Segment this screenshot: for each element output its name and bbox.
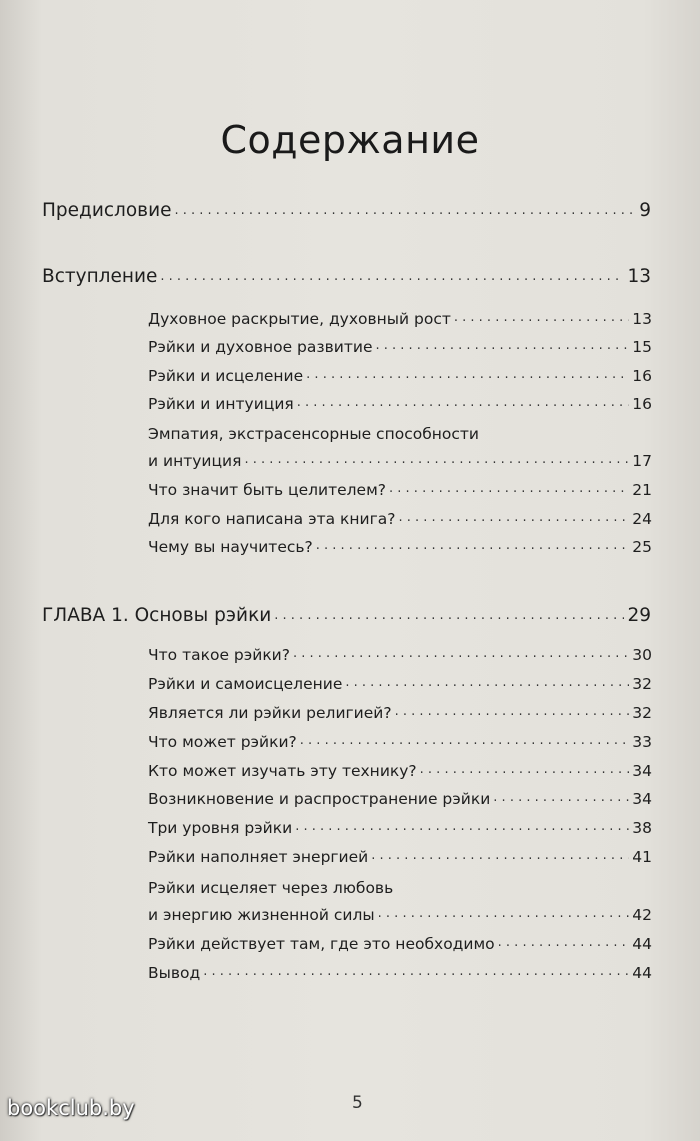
toc-subentry[interactable] — [148, 762, 652, 780]
toc-entry-label: Вступление — [42, 266, 158, 287]
toc-entry-label: Чему вы научитесь? — [148, 538, 313, 556]
toc-entry-label: Для кого написана эта книга? — [148, 510, 396, 528]
dot-leader — [306, 368, 629, 385]
dot-leader — [174, 204, 636, 221]
dot-leader — [375, 339, 629, 356]
toc-entry-page: 25 — [632, 538, 652, 556]
toc-entry-page: 34 — [632, 762, 652, 780]
toc-entry-page: 9 — [639, 200, 651, 221]
dot-leader — [203, 965, 629, 982]
toc-entry-page: 44 — [632, 964, 652, 982]
toc-entry-page: 16 — [632, 367, 652, 385]
toc-entry-label: Что значит быть целителем? — [148, 481, 387, 499]
toc-entry-page: 15 — [632, 338, 652, 356]
toc-entry-page: 29 — [627, 605, 651, 626]
dot-leader — [371, 849, 629, 866]
toc-entry-label: Вывод — [148, 964, 201, 982]
toc-subentry[interactable] — [148, 790, 652, 808]
dot-leader — [316, 539, 630, 556]
toc-entry-page: 16 — [632, 395, 652, 413]
toc-subentry-line1: Рэйки исцеляет через любовь — [148, 879, 394, 897]
dot-leader — [274, 609, 624, 626]
toc-entry-label: Духовное раскрытие, духовный рост — [148, 310, 451, 328]
toc-subentry-line1: Эмпатия, экстрасенсорные способности — [148, 425, 480, 443]
dot-leader — [300, 734, 629, 751]
toc-subentry[interactable] — [148, 452, 652, 470]
toc-entry-page: 21 — [632, 481, 652, 499]
toc-entry-label: Кто может изучать эту технику? — [148, 762, 417, 780]
toc-entry-page: 32 — [632, 704, 652, 722]
toc-subentry[interactable] — [148, 848, 652, 866]
toc-entry-label: Является ли рэйки религией? — [148, 704, 392, 722]
toc-subentry[interactable] — [148, 338, 652, 356]
toc-subentry[interactable] — [148, 733, 652, 751]
dot-leader — [399, 511, 630, 528]
toc-entry-page: 24 — [632, 510, 652, 528]
toc-subentry[interactable] — [148, 646, 652, 664]
toc-entry-label: Рэйки наполняет энергией — [148, 848, 369, 866]
toc-subentry[interactable] — [148, 367, 652, 385]
dot-leader — [293, 647, 629, 664]
dot-leader — [295, 820, 629, 837]
toc-entry-page: 32 — [632, 675, 652, 693]
toc-entry-page: 13 — [627, 266, 651, 287]
dot-leader — [493, 791, 629, 808]
toc-subentry[interactable] — [148, 964, 652, 982]
toc-entry-label: Рэйки и самоисцеление — [148, 675, 343, 693]
toc-entry-label: ГЛАВА 1. Основы рэйки — [42, 605, 272, 626]
toc-subentry[interactable] — [148, 538, 652, 556]
toc-entry-label: Рэйки и интуиция — [148, 395, 294, 413]
dot-leader — [244, 453, 629, 470]
toc-entry-page: 30 — [632, 646, 652, 664]
toc-subentry[interactable] — [148, 704, 652, 722]
dot-leader — [420, 763, 630, 780]
toc-entry-preface[interactable] — [42, 200, 651, 221]
toc-entry-page: 13 — [632, 310, 652, 328]
toc-entry-introduction[interactable] — [42, 266, 651, 287]
toc-entry-page: 17 — [632, 452, 652, 470]
dot-leader — [160, 270, 624, 287]
toc-entry-label: Возникновение и распространение рэйки — [148, 790, 491, 808]
dot-leader — [389, 482, 629, 499]
toc-subentry[interactable] — [148, 481, 652, 499]
toc-subentry[interactable] — [148, 310, 652, 328]
watermark: bookclub.by — [7, 1096, 135, 1120]
toc-subentry[interactable] — [148, 819, 652, 837]
toc-entry-page: 33 — [632, 733, 652, 751]
toc-entry-label: Рэйки и духовное развитие — [148, 338, 373, 356]
dot-leader — [345, 676, 629, 693]
toc-entry-label: Три уровня рэйки — [148, 819, 293, 837]
toc-entry-label: Предисловие — [42, 200, 172, 221]
toc-entry-page: 44 — [632, 935, 652, 953]
toc-entry-label: Рэйки и исцеление — [148, 367, 304, 385]
toc-entry-page: 42 — [632, 906, 652, 924]
toc-subentry[interactable] — [148, 906, 652, 924]
page-number: 5 — [352, 1093, 363, 1113]
toc-subentry[interactable] — [148, 675, 652, 693]
toc-entry-label: и энергию жизненной силы — [148, 906, 375, 924]
dot-leader — [378, 907, 630, 924]
toc-entry-page: 41 — [632, 848, 652, 866]
toc-entry-label: Что может рэйки? — [148, 733, 297, 751]
toc-entry-page: 34 — [632, 790, 652, 808]
toc-subentry[interactable] — [148, 935, 652, 953]
toc-entry-label: Рэйки действует там, где это необходимо — [148, 935, 495, 953]
toc-entry-chapter-1[interactable] — [42, 605, 651, 626]
dot-leader — [498, 936, 630, 953]
dot-leader — [395, 705, 630, 722]
toc-subentry[interactable] — [148, 395, 652, 413]
toc-entry-page: 38 — [632, 819, 652, 837]
toc-entry-label: и интуиция — [148, 452, 242, 470]
dot-leader — [454, 311, 629, 328]
toc-subentry[interactable] — [148, 510, 652, 528]
page-title: Содержание — [220, 118, 480, 162]
dot-leader — [297, 396, 630, 413]
toc-entry-label: Что такое рэйки? — [148, 646, 290, 664]
